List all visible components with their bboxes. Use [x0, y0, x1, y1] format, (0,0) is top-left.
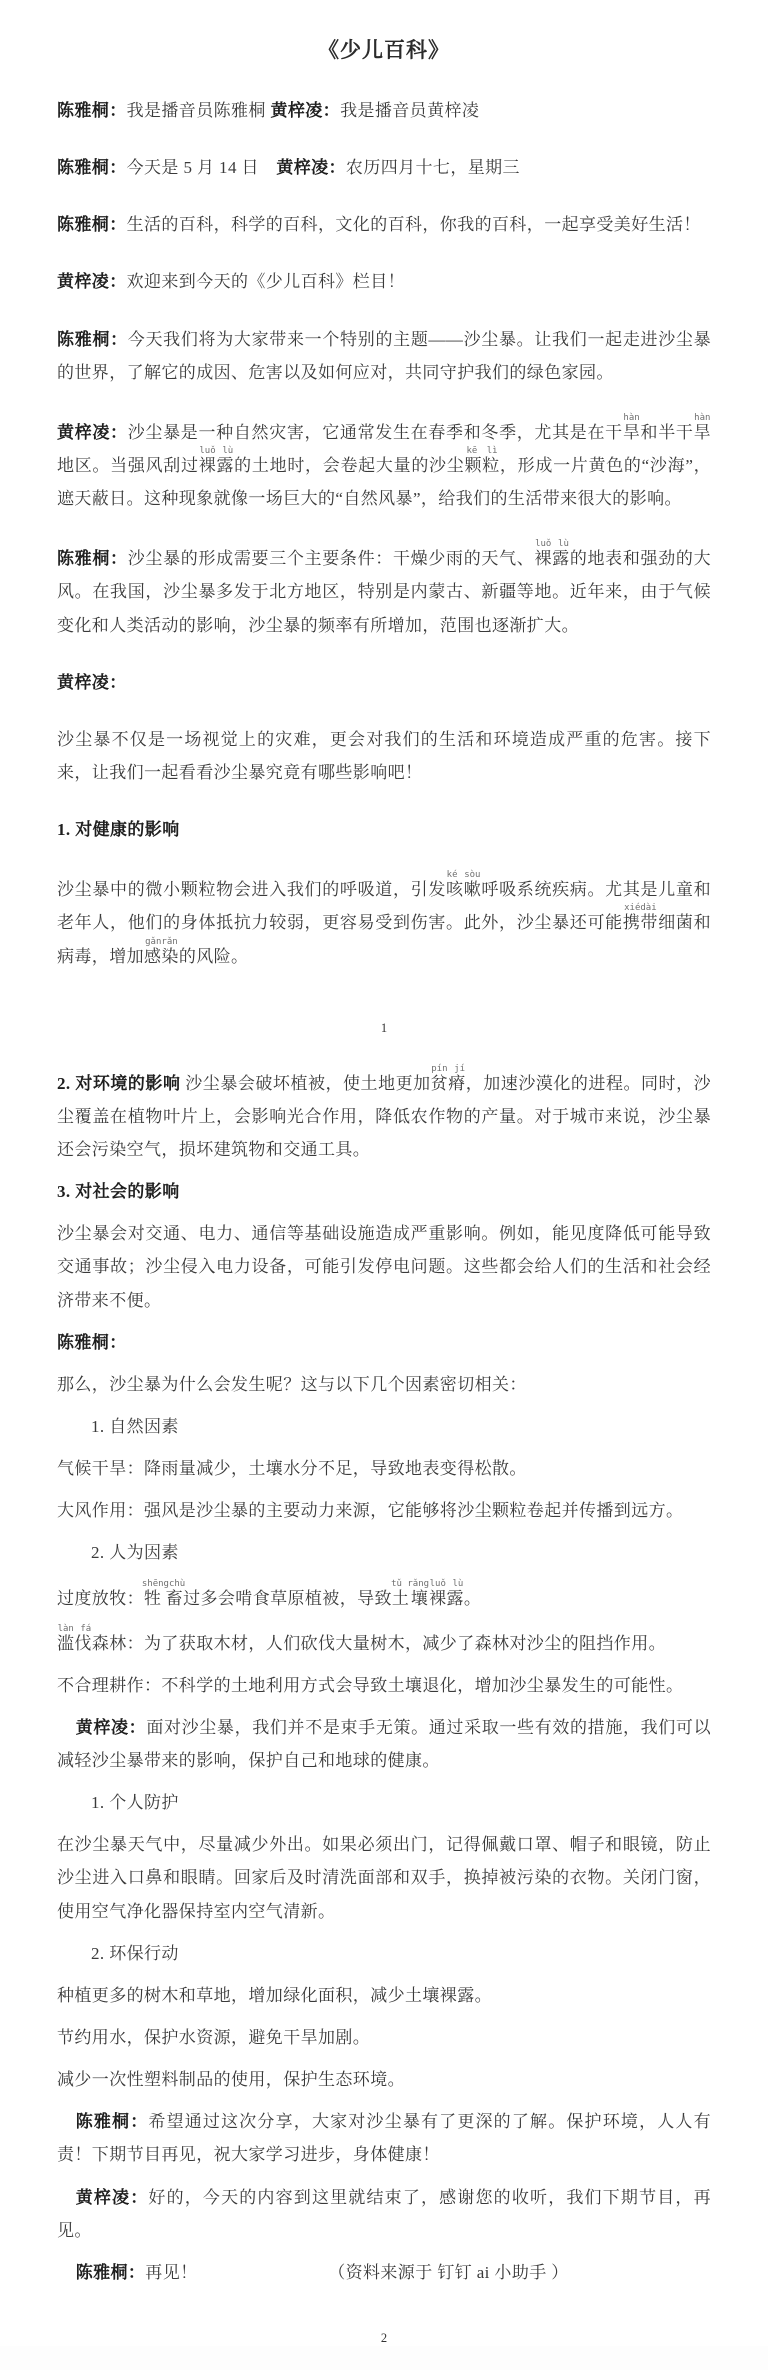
text-run: 农历四月十七，星期三 [345, 158, 520, 178]
text-run: 节约用水，保护水资源，避免干旱加剧。 [57, 2028, 371, 2048]
pinyin-annotation: luǒ lù [534, 539, 570, 550]
text-run: 地区。当强风刮过 [57, 455, 199, 475]
paragraph [57, 870, 711, 972]
text-run: 的风险。 [178, 946, 249, 966]
ruby-word: 贫瘠pín jí [430, 1063, 466, 1093]
text-run: 的地表和强劲的大风。在我国，沙尘暴多发于北方地区，特别是内蒙古、新疆等地。近年来，由于气候变化和人类活动的影响，沙尘暴的频率有所增加，范围也逐渐扩大。 [57, 549, 711, 635]
text-run: 我是播音员陈雅桐 [126, 101, 271, 120]
speaker-name: 1. 对健康的影响 [57, 820, 180, 840]
ruby-word: 感染gǎnrǎn [144, 936, 179, 966]
paragraph [57, 1410, 711, 1443]
paragraph [57, 1064, 711, 1166]
paragraph [57, 208, 711, 241]
paragraph [57, 1536, 711, 1569]
text-run: 2. 环保行动 [91, 1943, 179, 1963]
speaker-name: 陈雅桐： [57, 101, 127, 120]
speaker-name: 陈雅桐： [57, 158, 127, 178]
text-run: 在沙尘暴天气中，尽量减少外出。如果必须出门，记得佩戴口罩、帽子和眼镜，防止沙尘进入口鼻和眼睛。回家后及时清洗面部和双手，换掉被污染的衣物。关闭门窗，使用空气净化器保持室内空气清新。 [57, 1835, 711, 1921]
text-run: 面对沙尘暴，我们并不是束手无策。通过采取一些有效的措施，我们可以减轻沙尘暴带来的影响，保护自己和地球的健康。 [57, 1717, 711, 1771]
speaker-name: 黄梓凌： [57, 672, 127, 692]
pinyin-annotation: kē lì [464, 445, 500, 456]
speaker-name: 黄梓凌： [57, 272, 127, 292]
text-run: 好的，今天的内容到这里就结束了，感谢您的收听，我们下期节目，再见。 [57, 2187, 711, 2240]
pinyin-annotation: tǔ rǎng [391, 1578, 430, 1589]
pinyin-annotation: hàn [622, 412, 641, 423]
document-title: 《少儿百科》 [318, 38, 450, 62]
ruby-word: 裸露luǒ lù [198, 445, 235, 475]
ruby-word: 旱hàn [622, 412, 641, 442]
text-run: 沙尘暴中的微小颗粒物会进入我们的呼吸道，引发 [57, 880, 447, 900]
text-run: 1. 自然因素 [91, 1416, 179, 1436]
paragraph [57, 94, 711, 127]
speaker-name: 陈雅桐： [57, 215, 127, 235]
text-run: 希望通过这次分享，大家对沙尘暴有了更深的了解。保护环境，人人有责！下期节目再见，祝大家学习进步，身体健康！ [57, 2112, 711, 2165]
text-run: 。 [463, 1588, 482, 1608]
pinyin-annotation: shēngchù [141, 1578, 186, 1589]
document-page-1 [0, 0, 768, 1036]
paragraph [57, 666, 711, 699]
page-1-content [57, 94, 711, 973]
paragraph [57, 1786, 711, 1819]
text-run: 不合理耕作：不科学的土地利用方式会导致土壤退化，增加沙尘暴发生的可能性。 [57, 1675, 684, 1695]
text-run: 2. 人为因素 [91, 1543, 179, 1563]
text-run: 气候干旱：降雨量减少，土壤水分不足，导致地表变得松散。 [57, 1459, 527, 1479]
paragraph [57, 1175, 711, 1208]
speaker-name: 陈雅桐： [57, 329, 128, 349]
text-run: 那么，沙尘暴为什么会发生呢？这与以下几个因素密切相关： [57, 1374, 527, 1394]
speaker-name: 黄梓凌： [75, 2187, 149, 2207]
ruby-word: 土壤tǔ rǎng [391, 1578, 430, 1608]
pinyin-annotation: gǎnrǎn [144, 936, 179, 947]
text-run: 过度放牧： [57, 1588, 144, 1608]
text-run: 沙尘暴是一种自然灾害，它通常发生在春季和冬季，尤其是在干 [127, 422, 623, 442]
speaker-name: 陈雅桐： [57, 549, 128, 569]
text-run: （资料来源于 钉钉 ai 小助手 ） [197, 2262, 569, 2282]
text-run: ，加速沙漠化的进程。同时，沙尘覆盖在植物叶片上，会影响光合作用，降低农作物的产量。对于城市来说，沙尘暴还会污染空气，损坏建筑物和交通工具。 [57, 1073, 711, 1159]
text-run: 生活的百科，科学的百科，文化的百科，你我的百科，一起享受美好生活！ [126, 215, 701, 235]
ruby-word: 裸露luǒ lù [429, 1578, 464, 1608]
ruby-word: 咳嗽ké sòu [446, 870, 482, 900]
paragraph [57, 2256, 711, 2289]
paragraph [57, 1711, 711, 1777]
text-run: 大风作用：强风是沙尘暴的主要动力来源，它能够将沙尘颗粒卷起并传播到远方。 [57, 1501, 684, 1521]
text-run: 沙尘暴会破坏植被，使土地更加 [180, 1073, 431, 1093]
paragraph [57, 1979, 711, 2012]
paragraph [57, 1452, 711, 1485]
text-run: 1. 个人防护 [91, 1793, 179, 1813]
text-run: 欢迎来到今天的《少儿百科》栏目！ [126, 272, 406, 292]
speaker-name: 陈雅桐： [57, 1332, 127, 1352]
pinyin-annotation: ké sòu [446, 870, 482, 881]
paragraph [57, 1326, 711, 1359]
text-run: ，形成一片黄色的“沙海”，遮天蔽日。这种现象就像一场巨大的“自然风暴”，给我们的生活带来很大的影响。 [57, 455, 711, 509]
speaker-name: 陈雅桐： [75, 2112, 149, 2132]
page-2-content [57, 1064, 711, 2289]
pinyin-annotation: hàn [693, 412, 711, 423]
paragraph [57, 2181, 711, 2247]
paragraph [57, 813, 711, 846]
paragraph [57, 539, 711, 641]
paragraph [57, 1828, 711, 1927]
text-run: 我是播音员黄梓凌 [340, 101, 480, 120]
pinyin-annotation: xiédài [622, 903, 658, 914]
text-run: 沙尘暴会对交通、电力、通信等基础设施造成严重影响。例如，能见度降低可能导致交通事故；沙尘侵入电力设备，可能引发停电问题。这些都会给人们的生活和社会经济带来不便。 [57, 1224, 711, 1310]
document-page-2 [0, 1064, 768, 2346]
paragraph [57, 1368, 711, 1401]
speaker-name: 陈雅桐： [75, 2262, 146, 2282]
ruby-word: 旱hàn [693, 412, 712, 442]
text-run: 种植更多的树木和草地，增加绿化面积，减少土壤裸露。 [57, 1985, 492, 2005]
pinyin-annotation: luǒ lù [198, 445, 234, 456]
speaker-name: 黄梓凌： [75, 1717, 147, 1737]
paragraph [57, 151, 711, 184]
ruby-word: 滥伐làn fá [57, 1623, 92, 1653]
page-number-1: 1 [380, 1020, 388, 1035]
text-run: 呼吸系统疾病。尤其是儿童和老年人，他们的身体抵抗力较弱，更容易受到伤害。此外，沙尘暴还可能 [57, 880, 711, 933]
paragraph [57, 1217, 711, 1316]
ruby-word: 裸露luǒ lù [534, 539, 570, 569]
paragraph [57, 2105, 711, 2171]
text-run: 减少一次性塑料制品的使用，保护生态环境。 [57, 2070, 405, 2090]
speaker-name: 2. 对环境的影响 [57, 1073, 181, 1093]
paragraph [57, 723, 711, 789]
paragraph [57, 1579, 711, 1615]
paragraph [57, 265, 711, 298]
pinyin-annotation: luǒ lù [429, 1578, 464, 1589]
paragraph [57, 1494, 711, 1527]
ruby-word: 携带xiédài [622, 903, 659, 933]
text-run: 沙尘暴的形成需要三个主要条件：干燥少雨的天气、 [127, 549, 535, 569]
speaker-name: 3. 对社会的影响 [57, 1182, 180, 1202]
text-run: 和半干 [640, 422, 694, 442]
text-run: 的土地时，会卷起大量的沙尘 [234, 455, 465, 475]
page-number-2: 2 [380, 2331, 388, 2346]
paragraph [57, 1669, 711, 1702]
paragraph [57, 2021, 711, 2054]
speaker-name: 黄梓凌： [276, 158, 346, 178]
text-run: 今天我们将为大家带来一个特别的主题——沙尘暴。让我们一起走进沙尘暴的世界，了解它的成因、危害以及如何应对，共同守护我们的绿色家园。 [57, 329, 711, 382]
text-run: 今天是 5 月 14 日 [126, 158, 277, 178]
pinyin-annotation: pín jí [430, 1063, 466, 1074]
paragraph [57, 2063, 711, 2096]
speaker-name: 黄梓凌： [270, 101, 341, 120]
ruby-word: 牲畜shēngchù [141, 1578, 186, 1608]
paragraph [57, 1624, 711, 1660]
text-run: 过多会啃食草原植被，导致 [183, 1588, 392, 1608]
text-run: 森林：为了获取木材，人们砍伐大量树木，减少了森林对沙尘的阻挡作用。 [91, 1633, 667, 1653]
pinyin-annotation: làn fá [57, 1623, 92, 1634]
paragraph [57, 413, 711, 515]
text-run: 细菌和病毒，增加 [57, 913, 711, 966]
paragraph [57, 323, 711, 389]
text-run: 再见！ [145, 2262, 198, 2282]
ruby-word: 颗粒kē lì [464, 445, 500, 475]
speaker-name: 黄梓凌： [57, 422, 128, 442]
text-run: 沙尘暴不仅是一场视觉上的灾难，更会对我们的生活和环境造成严重的危害。接下来，让我们一起看看沙尘暴究竟有哪些影响吧！ [57, 729, 711, 782]
